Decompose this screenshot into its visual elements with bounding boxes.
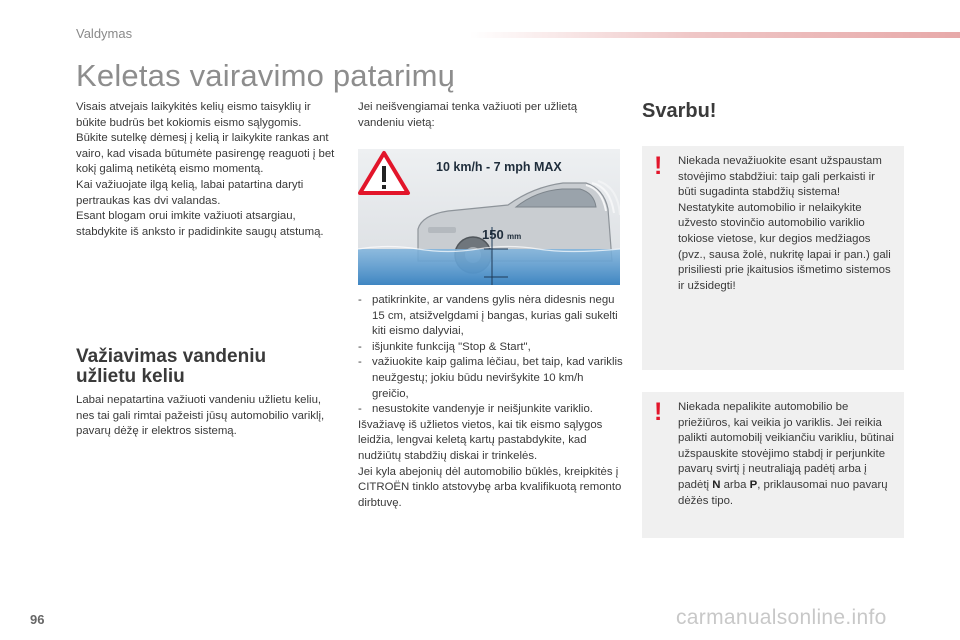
warning-paragraph: Nestatykite automobilio ir nelaikykite užvesto stovinčio automobilio variklio tokiose vietose, kur degios medžiagos (pvz., sausa žolė, nukritę lapai ir pan.) gali prisiliesti prie įkaitusios išmetimo sistemos ir užsidegti! — [678, 201, 891, 292]
list-dash: - — [358, 340, 362, 353]
intro-line: Kai važiuojate ilgą kelią, labai patartina daryti pertraukas kas dvi valandas. — [76, 178, 304, 207]
warning-text — [678, 400, 894, 509]
list-item-text: nesustokite vandenyje ir neišjunkite variklio. — [372, 403, 593, 416]
gear-position-p: P — [749, 478, 758, 491]
flooded-intro — [358, 100, 623, 131]
heading-line: užlietu keliu — [76, 366, 185, 387]
water-section-text — [76, 393, 341, 440]
list-item — [358, 293, 623, 340]
list-item-text: išjunkite funkciją "Stop & Start", — [372, 340, 531, 353]
water-section-heading — [76, 347, 341, 387]
warning-paragraph: Niekada nevažiuokite esant užspaustam stovėjimo stabdžiui: taip gali perkaisti ir būti sugadinta stabdžių sistema! — [678, 155, 882, 199]
exclamation-icon: ! — [654, 152, 663, 180]
intro-line: Būkite sutelkę dėmesį į kelią ir laikykite rankas ant vairo, kad visada būtumėte pasirengę reaguoti į bet kokį galimą netikėtą eismo momentą. — [76, 132, 335, 176]
depth-value: 150 — [482, 227, 504, 242]
warning-text-part: arba — [720, 478, 750, 491]
flooded-instructions-list — [358, 293, 623, 511]
gear-position-n: N — [712, 478, 721, 491]
intro-line: Visais atvejais laikykitės kelių eismo taisyklių ir būkite budrūs bet kokiomis eismo sąlygomis. — [76, 101, 311, 129]
after-flood-text: Jei kyla abejonių dėl automobilio būklės, kreipkitės į CITROËN tinklo atstovybę arba kvalifikuotą remonto dirbtuvę. — [358, 465, 622, 509]
depth-unit: mm — [507, 232, 522, 241]
warning-text — [678, 154, 894, 294]
intro-line: Esant blogam orui imkite važiuoti atsargiau, stabdykite iš anksto ir padidinkite saugų atstumą. — [76, 210, 324, 238]
important-heading: Svarbu! — [642, 100, 717, 122]
water-section-paragraph: Labai nepatartina važiuoti vandeniu užlietu keliu, nes tai gali rimtai pažeisti jūsų automobilio variklį, pavarų dėžę ir elektros sistemą. — [76, 394, 325, 438]
list-item-text: patikrinkite, ar vandens gylis nėra didesnis negu 15 cm, atsižvelgdami į bangas, kurias gali sukelti kiti eismo dalyviai, — [372, 294, 618, 338]
list-dash: - — [358, 356, 362, 369]
speed-limit-label: 10 km/h - 7 mph MAX — [436, 160, 562, 174]
flooded-intro-text: Jei neišvengiamai tenka važiuoti per užlietą vandeniu vietą: — [358, 101, 578, 129]
watermark: carmanualsonline.info — [676, 606, 887, 629]
warning-box — [642, 146, 904, 370]
intro-text — [76, 100, 341, 240]
heading-line: Važiavimas vandeniu — [76, 346, 267, 367]
list-item-text: važiuokite kaip galima lėčiau, bet taip, kad variklis neužgestų; jokiu būdu neviršykite 10 km/h greičio, — [372, 356, 623, 400]
header-gradient-bar — [470, 32, 960, 38]
exclamation-icon: ! — [654, 398, 663, 426]
warning-box — [642, 392, 904, 538]
car-in-water-svg — [358, 149, 620, 285]
list-item — [358, 340, 623, 356]
list-dash: - — [358, 403, 362, 416]
after-flood-text: Išvažiavę iš užlietos vietos, kai tik eismo sąlygos leidžia, lengvai keletą kartų pastabdykite, kad nudžiūtų stabdžių diskai ir trinkelės. — [358, 418, 603, 462]
list-item — [358, 355, 623, 402]
list-dash: - — [358, 294, 362, 306]
page-number: 96 — [30, 612, 45, 627]
section-label: Valdymas — [76, 26, 133, 41]
water-level — [358, 249, 620, 285]
warning-text-part: , priklausomai nuo pavarų dėžės tipo. — [678, 478, 888, 507]
list-item — [358, 402, 623, 418]
warning-text-part: Niekada nepalikite automobilio be priežiūros, kai veikia jo variklis. Jei reikia palikti automobilį veikiančiu varikliu, būtinai užspauskite stovėjimo stabdį ir perjunkite pavarų svirtį į neutraliąją padėtį arba į padėtį — [678, 401, 894, 491]
flooded-road-illustration — [358, 149, 620, 285]
page-title: Keletas vairavimo patarimų — [76, 58, 456, 93]
